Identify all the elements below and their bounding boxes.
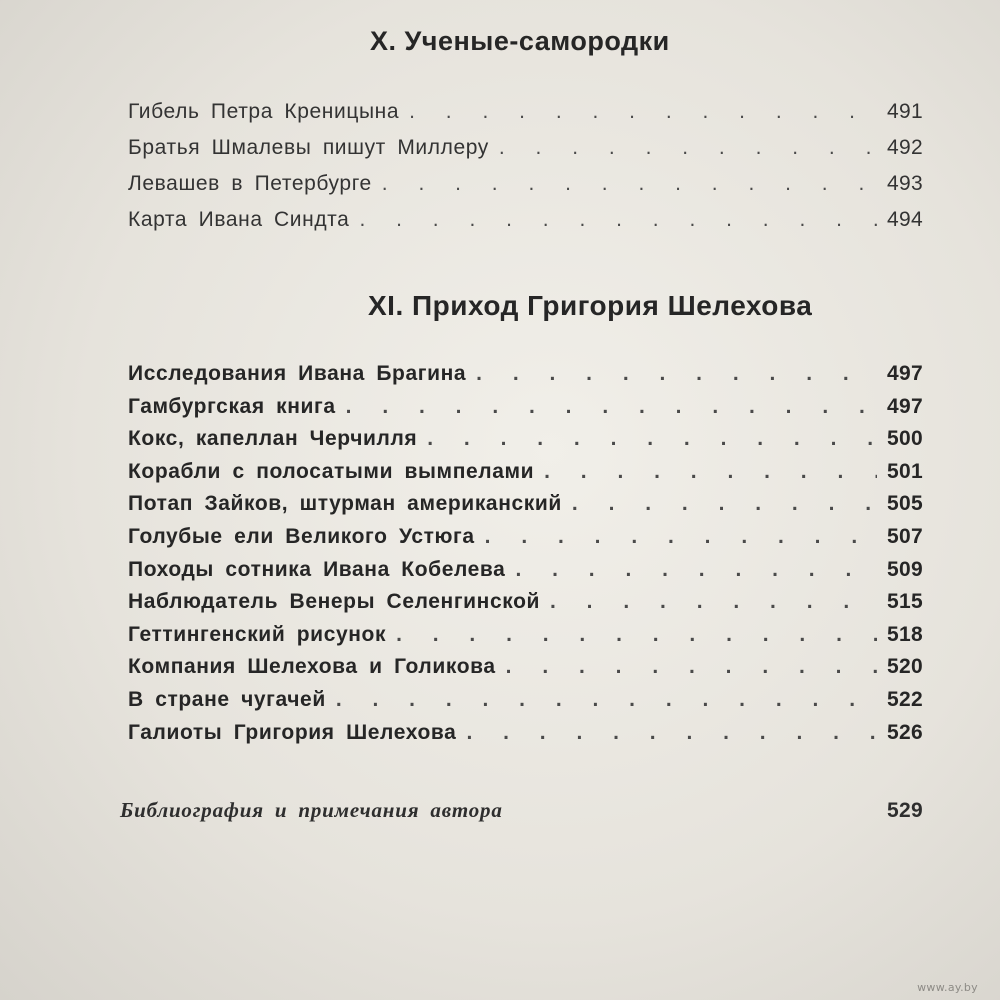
toc-entry	[128, 492, 923, 525]
section-title-x: X. Ученые-самородки	[370, 26, 670, 56]
entry-title: Левашев в Петербурге	[128, 172, 372, 195]
entry-title: Гамбургская книга	[128, 394, 336, 418]
dot-leader	[382, 172, 877, 196]
toc-entry	[128, 590, 923, 623]
toc-entry	[128, 460, 923, 493]
section-x-list	[128, 100, 923, 244]
entry-title: Братья Шмалевы пишут Миллеру	[128, 136, 489, 159]
page-number: 494	[887, 208, 923, 231]
entry-title: Гибель Петра Креницына	[128, 100, 400, 123]
entry-title: Галиоты Григория Шелехова	[128, 720, 457, 744]
dot-leader	[572, 492, 877, 516]
bibliography-entry	[120, 798, 923, 823]
page-number: 507	[887, 524, 923, 548]
entry-title: Потап Зайков, штурман американский	[128, 492, 562, 516]
entry-title: Корабли с полосатыми вымпелами	[128, 459, 535, 483]
page-number: 509	[887, 557, 923, 581]
toc-entry	[128, 136, 923, 172]
toc-entry	[128, 208, 923, 244]
toc-entry	[128, 427, 923, 460]
page-number: 493	[887, 172, 923, 195]
page-number: 518	[887, 622, 923, 646]
section-xi-list	[128, 362, 923, 753]
toc-entry	[128, 525, 923, 558]
page-number: 515	[887, 590, 923, 614]
page-number: 505	[887, 492, 923, 516]
dot-leader	[466, 721, 877, 745]
entry-title: Походы сотника Ивана Кобелева	[128, 557, 506, 581]
entry-title: Кокс, капеллан Черчилля	[128, 427, 418, 451]
toc-entry	[128, 558, 923, 591]
entry-title: Карта Ивана Синдта	[128, 208, 350, 231]
toc-entry	[128, 655, 923, 688]
dot-leader	[476, 362, 877, 386]
dot-leader	[506, 655, 877, 679]
page-number: 491	[887, 100, 923, 123]
section-title-xi: XI. Приход Григория Шелехова	[368, 290, 813, 321]
dot-leader	[359, 208, 877, 232]
toc-entry	[128, 395, 923, 428]
page-number: 492	[887, 136, 923, 159]
dot-leader	[346, 395, 877, 419]
toc-entry	[128, 623, 923, 656]
page-number: 529	[887, 799, 923, 822]
entry-title: Исследования Ивана Брагина	[128, 362, 467, 385]
entry-title: Компания Шелехова и Голикова	[128, 655, 496, 679]
watermark: www.ay.by	[917, 981, 978, 994]
toc-entry	[128, 362, 923, 395]
bibliography-title: Библиография и примечания автора	[120, 798, 503, 822]
dot-leader	[427, 427, 877, 451]
toc-entry	[128, 172, 923, 208]
dot-leader	[544, 460, 877, 484]
dot-leader	[499, 136, 877, 160]
page-number: 501	[887, 459, 923, 483]
page-number: 522	[887, 687, 923, 711]
entry-title: В стране чугачей	[128, 687, 326, 711]
page-number: 520	[887, 655, 923, 679]
dot-leader	[396, 623, 877, 647]
page-number: 526	[887, 720, 923, 744]
toc-entry	[128, 688, 923, 721]
entry-title: Наблюдатель Венеры Селенгинской	[128, 590, 541, 614]
page-number: 497	[887, 362, 923, 385]
entry-title: Геттингенский рисунок	[128, 622, 387, 646]
page-number: 497	[887, 394, 923, 418]
dot-leader	[336, 688, 877, 712]
toc-entry	[128, 721, 923, 754]
toc-entry	[128, 100, 923, 136]
dot-leader	[550, 590, 877, 614]
dot-leader	[485, 525, 877, 549]
entry-title: Голубые ели Великого Устюга	[128, 524, 475, 548]
dot-leader	[409, 100, 877, 124]
page-number: 500	[887, 427, 923, 451]
dot-leader	[515, 558, 877, 582]
